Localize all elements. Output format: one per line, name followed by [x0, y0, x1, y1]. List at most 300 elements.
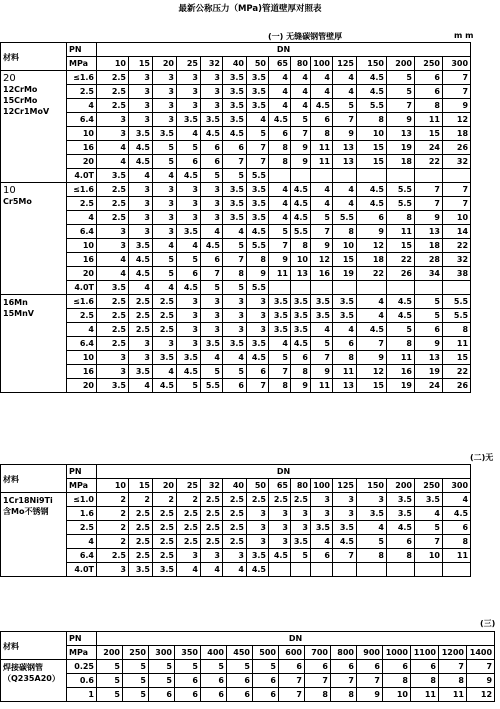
thickness-cell: 7	[443, 85, 471, 99]
thickness-cell: 3.5	[177, 351, 201, 365]
thickness-cell: 15	[333, 253, 357, 267]
thickness-cell: 3	[201, 71, 223, 85]
material-cell	[1, 183, 67, 295]
thickness-cell: 3	[153, 183, 177, 197]
thickness-cell: 3	[201, 309, 223, 323]
thickness-cell: 4	[153, 169, 177, 183]
thickness-cell: 8	[387, 337, 415, 351]
dn-value-cell: 200	[387, 57, 415, 71]
thickness-cell: 38	[443, 267, 471, 281]
thickness-cell: 2	[97, 493, 129, 507]
thickness-cell: 8	[415, 99, 443, 113]
thickness-cell: 7	[269, 365, 291, 379]
thickness-cell: 3	[201, 549, 223, 563]
thickness-cell	[387, 563, 415, 577]
dn-value-cell: 150	[357, 479, 387, 493]
thickness-cell: 7	[247, 155, 269, 169]
thickness-cell: 19	[387, 141, 415, 155]
thickness-cell: 3	[97, 239, 129, 253]
thickness-cell: 4	[177, 127, 201, 141]
thickness-cell: 3	[129, 211, 153, 225]
pn-cell: 6.4	[67, 549, 97, 563]
thickness-cell: 9	[357, 225, 387, 239]
thickness-cell: 9	[357, 351, 387, 365]
material-name: 12CrMo	[3, 85, 38, 94]
thickness-cell: 10	[415, 549, 443, 563]
section2-heading: (二)无	[470, 453, 494, 462]
thickness-cell: 6	[357, 211, 387, 225]
thickness-cell: 3.5	[177, 225, 201, 239]
thickness-cell: 3	[177, 323, 201, 337]
table-row	[1, 563, 471, 577]
thickness-cell: 2.5	[153, 535, 177, 549]
thickness-cell: 5	[291, 549, 311, 563]
thickness-cell	[357, 281, 387, 295]
pn-cell: 16	[67, 141, 97, 155]
thickness-cell: 9	[415, 337, 443, 351]
thickness-cell: 3	[177, 99, 201, 113]
thickness-cell: 3	[291, 521, 311, 535]
thickness-cell: 8	[357, 113, 387, 127]
thickness-cell: 4.5	[357, 323, 387, 337]
thickness-cell: 18	[357, 253, 387, 267]
thickness-cell: 8	[269, 379, 291, 393]
thickness-cell: 6	[415, 71, 443, 85]
thickness-cell: 3	[269, 535, 291, 549]
thickness-cell: 2.5	[129, 309, 153, 323]
table-row	[1, 253, 471, 267]
thickness-cell: 5	[415, 295, 443, 309]
thickness-cell: 4.5	[129, 155, 153, 169]
thickness-cell: 12	[357, 239, 387, 253]
thickness-cell: 2.5	[291, 493, 311, 507]
thickness-cell: 5	[153, 141, 177, 155]
thickness-cell: 13	[387, 127, 415, 141]
table-row	[1, 535, 471, 549]
table-row	[1, 379, 471, 393]
pn-cell: 10	[67, 351, 97, 365]
thickness-cell: 8	[311, 127, 333, 141]
thickness-cell: 4.5	[291, 197, 311, 211]
thickness-cell: 3	[247, 521, 269, 535]
pn-header: PN	[67, 43, 97, 57]
thickness-cell: 3.5	[153, 563, 177, 577]
thickness-cell: 4	[333, 183, 357, 197]
thickness-cell: 3.5	[291, 323, 311, 337]
thickness-cell: 4.5	[311, 99, 333, 113]
thickness-cell: 4	[311, 323, 333, 337]
table-row	[1, 155, 471, 169]
dn-value-cell: 250	[415, 479, 443, 493]
table-row	[1, 141, 471, 155]
thickness-cell: 4	[269, 197, 291, 211]
dn-value-cell: 200	[387, 479, 415, 493]
pn-cell: 1.6	[67, 507, 97, 521]
thickness-cell: 4.5	[357, 183, 387, 197]
thickness-cell: 3	[97, 365, 129, 379]
thickness-cell: 3	[177, 549, 201, 563]
thickness-cell: 5	[269, 351, 291, 365]
header-row	[1, 632, 495, 646]
thickness-cell: 5.5	[443, 295, 471, 309]
dn-value-cell: 600	[279, 646, 305, 660]
thickness-cell: 8	[305, 688, 331, 702]
thickness-cell: 2.5	[153, 309, 177, 323]
pn-cell: 4.0T	[67, 281, 97, 295]
thickness-cell: 5.5	[357, 99, 387, 113]
mpa-header: MPa	[67, 57, 97, 71]
dn-value-cell: 15	[129, 479, 153, 493]
thickness-cell: 8	[247, 253, 269, 267]
thickness-cell: 3.5	[153, 351, 177, 365]
thickness-cell: 2.5	[223, 535, 247, 549]
thickness-cell: 4.5	[247, 225, 269, 239]
thickness-cell: 4	[443, 493, 471, 507]
thickness-cell: 5.5	[333, 211, 357, 225]
thickness-cell: 3	[269, 521, 291, 535]
thickness-cell: 4.5	[291, 183, 311, 197]
table-row	[1, 674, 495, 688]
thickness-cell: 4	[153, 365, 177, 379]
thickness-cell: 11	[415, 113, 443, 127]
thickness-cell: 4.5	[177, 281, 201, 295]
dn-value-cell: 20	[153, 479, 177, 493]
thickness-cell: 9	[357, 688, 383, 702]
thickness-cell: 9	[291, 155, 311, 169]
thickness-cell: 4	[223, 351, 247, 365]
thickness-cell: 4	[269, 211, 291, 225]
thickness-cell: 2.5	[97, 183, 129, 197]
thickness-cell	[311, 169, 333, 183]
thickness-cell: 6	[331, 660, 357, 674]
thickness-cell: 6	[177, 155, 201, 169]
thickness-cell: 9	[291, 379, 311, 393]
thickness-cell: 3	[247, 309, 269, 323]
thickness-cell: 5	[175, 660, 201, 674]
thickness-cell: 12	[467, 688, 495, 702]
thickness-cell: 8	[387, 549, 415, 563]
thickness-cell: 4.5	[129, 267, 153, 281]
dn-value-cell: 20	[153, 57, 177, 71]
thickness-cell: 15	[443, 351, 471, 365]
thickness-cell: 11	[269, 267, 291, 281]
table-row	[1, 309, 471, 323]
thickness-cell: 2.5	[129, 535, 153, 549]
dn-header: DN	[97, 632, 495, 646]
thickness-cell: 5.5	[291, 225, 311, 239]
thickness-cell: 2.5	[97, 323, 129, 337]
material-name: 含Mo不锈钢	[3, 507, 49, 516]
thickness-cell: 11	[443, 337, 471, 351]
thickness-cell: 13	[333, 379, 357, 393]
thickness-cell: 6	[415, 85, 443, 99]
thickness-cell: 3.5	[357, 507, 387, 521]
thickness-cell: 6	[333, 337, 357, 351]
thickness-cell: 5	[387, 323, 415, 337]
table-row	[1, 197, 471, 211]
thickness-cell: 8	[223, 267, 247, 281]
thickness-cell: 5	[201, 281, 223, 295]
thickness-cell: 6	[387, 535, 415, 549]
thickness-cell: 5	[123, 660, 149, 674]
thickness-cell: 4	[291, 71, 311, 85]
table-row	[1, 127, 471, 141]
thickness-cell: 4	[269, 183, 291, 197]
thickness-cell: 3.5	[223, 85, 247, 99]
dn-value-cell: 200	[97, 646, 123, 660]
thickness-cell: 6	[357, 660, 383, 674]
thickness-cell: 5	[201, 660, 227, 674]
thickness-cell: 3	[97, 351, 129, 365]
thickness-cell	[311, 281, 333, 295]
thickness-cell: 7	[357, 674, 383, 688]
thickness-cell: 5	[97, 688, 123, 702]
dn-value-cell: 900	[357, 646, 383, 660]
thickness-cell: 4	[201, 351, 223, 365]
thickness-cell: 3	[223, 323, 247, 337]
pn-cell: 2.5	[67, 309, 97, 323]
dn-value-cell: 1400	[467, 646, 495, 660]
thickness-cell: 3	[247, 323, 269, 337]
material-name: Cr5Mo	[3, 197, 32, 206]
thickness-cell: 2.5	[153, 521, 177, 535]
dn-value-cell: 300	[443, 57, 471, 71]
pn-cell: 4	[67, 211, 97, 225]
thickness-cell: 7	[415, 535, 443, 549]
thickness-cell: 19	[333, 267, 357, 281]
thickness-cell: 4	[415, 507, 443, 521]
table-row	[1, 281, 471, 295]
thickness-cell: 3.5	[201, 113, 223, 127]
pn-cell: ≤1.0	[67, 493, 97, 507]
thickness-cell: 3	[97, 127, 129, 141]
thickness-cell: 14	[443, 225, 471, 239]
thickness-cell: 4	[153, 239, 177, 253]
thickness-cell: 15	[357, 379, 387, 393]
thickness-cell: 2	[153, 493, 177, 507]
dn-value-cell: 25	[177, 57, 201, 71]
thickness-cell: 3	[311, 493, 333, 507]
thickness-cell: 3.5	[129, 563, 153, 577]
thickness-cell: 8	[269, 155, 291, 169]
thickness-cell: 3	[129, 351, 153, 365]
thickness-cell: 3.5	[387, 507, 415, 521]
dn-header: DN	[97, 465, 471, 479]
thickness-cell: 5	[149, 660, 175, 674]
thickness-cell: 3.5	[291, 535, 311, 549]
thickness-cell: 4	[247, 113, 269, 127]
thickness-cell: 5	[291, 113, 311, 127]
thickness-cell: 7	[311, 351, 333, 365]
thickness-cell: 6	[411, 660, 439, 674]
thickness-cell	[415, 281, 443, 295]
thickness-cell: 5	[253, 660, 279, 674]
thickness-cell: 6	[269, 127, 291, 141]
thickness-cell: 13	[291, 267, 311, 281]
thickness-cell: 2.5	[153, 507, 177, 521]
thickness-cell: 10	[357, 127, 387, 141]
thickness-cell: 3	[97, 563, 129, 577]
thickness-cell: 7	[223, 155, 247, 169]
thickness-cell: 6	[253, 688, 279, 702]
thickness-cell: 4.5	[177, 365, 201, 379]
thickness-cell: 13	[415, 225, 443, 239]
thickness-cell: 3	[177, 309, 201, 323]
thickness-cell: 6	[201, 253, 223, 267]
thickness-cell: 32	[443, 253, 471, 267]
thickness-cell: 4	[311, 85, 333, 99]
dn-value-cell: 100	[311, 57, 333, 71]
pn-cell: 20	[67, 379, 97, 393]
thickness-cell: 3.5	[247, 337, 269, 351]
thickness-cell: 3.5	[153, 127, 177, 141]
dn-value-cell: 350	[175, 646, 201, 660]
thickness-cell: 8	[387, 211, 415, 225]
thickness-cell: 6	[223, 141, 247, 155]
thickness-cell: 7	[223, 253, 247, 267]
pn-cell: 2.5	[67, 85, 97, 99]
thickness-cell: 3	[177, 183, 201, 197]
thickness-cell: 2	[97, 521, 129, 535]
thickness-cell: 5	[223, 239, 247, 253]
thickness-cell: 8	[291, 365, 311, 379]
thickness-cell: 22	[415, 155, 443, 169]
thickness-cell: 5	[97, 674, 123, 688]
material-name: 16Mn	[3, 298, 28, 307]
thickness-cell: 5	[247, 127, 269, 141]
thickness-cell: 13	[333, 155, 357, 169]
thickness-cell: 3	[153, 99, 177, 113]
thickness-cell: 5	[227, 660, 253, 674]
thickness-cell: 7	[333, 113, 357, 127]
thickness-cell: 7	[415, 183, 443, 197]
pn-cell: 16	[67, 365, 97, 379]
thickness-cell: 3	[129, 113, 153, 127]
dn-value-cell: 700	[305, 646, 331, 660]
table-row	[1, 295, 471, 309]
thickness-cell: 5	[201, 365, 223, 379]
material-name: （Q235A20）	[3, 674, 60, 683]
thickness-cell: 18	[387, 155, 415, 169]
thickness-cell: 5	[223, 365, 247, 379]
thickness-cell: 9	[311, 239, 333, 253]
thickness-cell: 4.5	[357, 197, 387, 211]
thickness-cell: 4.5	[357, 71, 387, 85]
thickness-cell: 11	[439, 688, 467, 702]
thickness-cell: 3.5	[387, 493, 415, 507]
thickness-cell: 4	[333, 71, 357, 85]
thickness-cell: 7	[443, 197, 471, 211]
thickness-cell: 5	[123, 674, 149, 688]
thickness-cell: 12	[443, 113, 471, 127]
thickness-cell: 3	[311, 507, 333, 521]
pn-cell: ≤1.6	[67, 295, 97, 309]
table-row	[1, 239, 471, 253]
thickness-cell: 3	[97, 225, 129, 239]
dn-value-cell: 10	[97, 479, 129, 493]
thickness-cell: 6	[201, 674, 227, 688]
dn-value-cell: 100	[311, 479, 333, 493]
thickness-cell: 3	[153, 211, 177, 225]
thickness-cell: 2	[97, 507, 129, 521]
thickness-cell: 2.5	[177, 521, 201, 535]
table-row	[1, 169, 471, 183]
thickness-cell: 9	[443, 99, 471, 113]
thickness-cell: 3	[333, 507, 357, 521]
thickness-cell: 7	[247, 141, 269, 155]
thickness-cell: 11	[387, 351, 415, 365]
thickness-cell: 9	[467, 674, 495, 688]
thickness-cell: 3	[247, 507, 269, 521]
thickness-cell: 2.5	[177, 535, 201, 549]
thickness-cell: 3.5	[311, 309, 333, 323]
thickness-cell: 3.5	[129, 239, 153, 253]
thickness-cell: 2.5	[201, 507, 223, 521]
thickness-cell: 2.5	[247, 493, 269, 507]
thickness-cell: 5	[333, 99, 357, 113]
thickness-cell: 9	[415, 211, 443, 225]
thickness-cell: 5	[149, 674, 175, 688]
thickness-cell: 6	[177, 267, 201, 281]
thickness-cell: 3.5	[247, 183, 269, 197]
thickness-cell	[415, 563, 443, 577]
pn-cell: 0.25	[67, 660, 97, 674]
dn-header: DN	[97, 43, 471, 57]
thickness-cell: 6	[311, 113, 333, 127]
thickness-cell: 4	[269, 71, 291, 85]
thickness-cell: 5.5	[387, 197, 415, 211]
thickness-cell: 3.5	[311, 521, 333, 535]
thickness-cell: 6	[175, 674, 201, 688]
page-title: 最新公称压力（MPa)管道壁厚对照表	[178, 4, 322, 14]
thickness-cell: 3	[291, 507, 311, 521]
thickness-cell: 5.5	[201, 379, 223, 393]
thickness-cell: 3	[129, 337, 153, 351]
thickness-cell: 4	[177, 563, 201, 577]
dn-value-cell: 80	[291, 57, 311, 71]
thickness-cell: 34	[415, 267, 443, 281]
table-row	[1, 323, 471, 337]
thickness-cell: 7	[269, 239, 291, 253]
thickness-cell: 8	[383, 674, 411, 688]
table-row	[1, 688, 495, 702]
thickness-cell: 2.5	[97, 211, 129, 225]
thickness-cell: 7	[387, 99, 415, 113]
thickness-cell: 9	[333, 127, 357, 141]
thickness-cell: 6	[305, 660, 331, 674]
thickness-cell: 3	[129, 197, 153, 211]
thickness-cell	[311, 563, 333, 577]
thickness-cell: 3	[201, 99, 223, 113]
thickness-cell: 5	[153, 253, 177, 267]
thickness-cell: 3.5	[333, 521, 357, 535]
thickness-cell: 3	[223, 309, 247, 323]
thickness-cell: 22	[443, 239, 471, 253]
thickness-cell	[291, 169, 311, 183]
pn-cell: 10	[67, 239, 97, 253]
thickness-cell: 4.5	[201, 239, 223, 253]
thickness-cell: 3.5	[269, 295, 291, 309]
dn-value-cell: 300	[443, 479, 471, 493]
thickness-cell: 26	[387, 267, 415, 281]
pn-cell: 4.0T	[67, 169, 97, 183]
pn-cell: 10	[67, 127, 97, 141]
dn-values-row	[1, 57, 471, 71]
pn-cell: 1	[67, 688, 97, 702]
thickness-cell: 2.5	[129, 521, 153, 535]
material-name: 20	[3, 73, 16, 84]
thickness-cell: 3	[177, 211, 201, 225]
